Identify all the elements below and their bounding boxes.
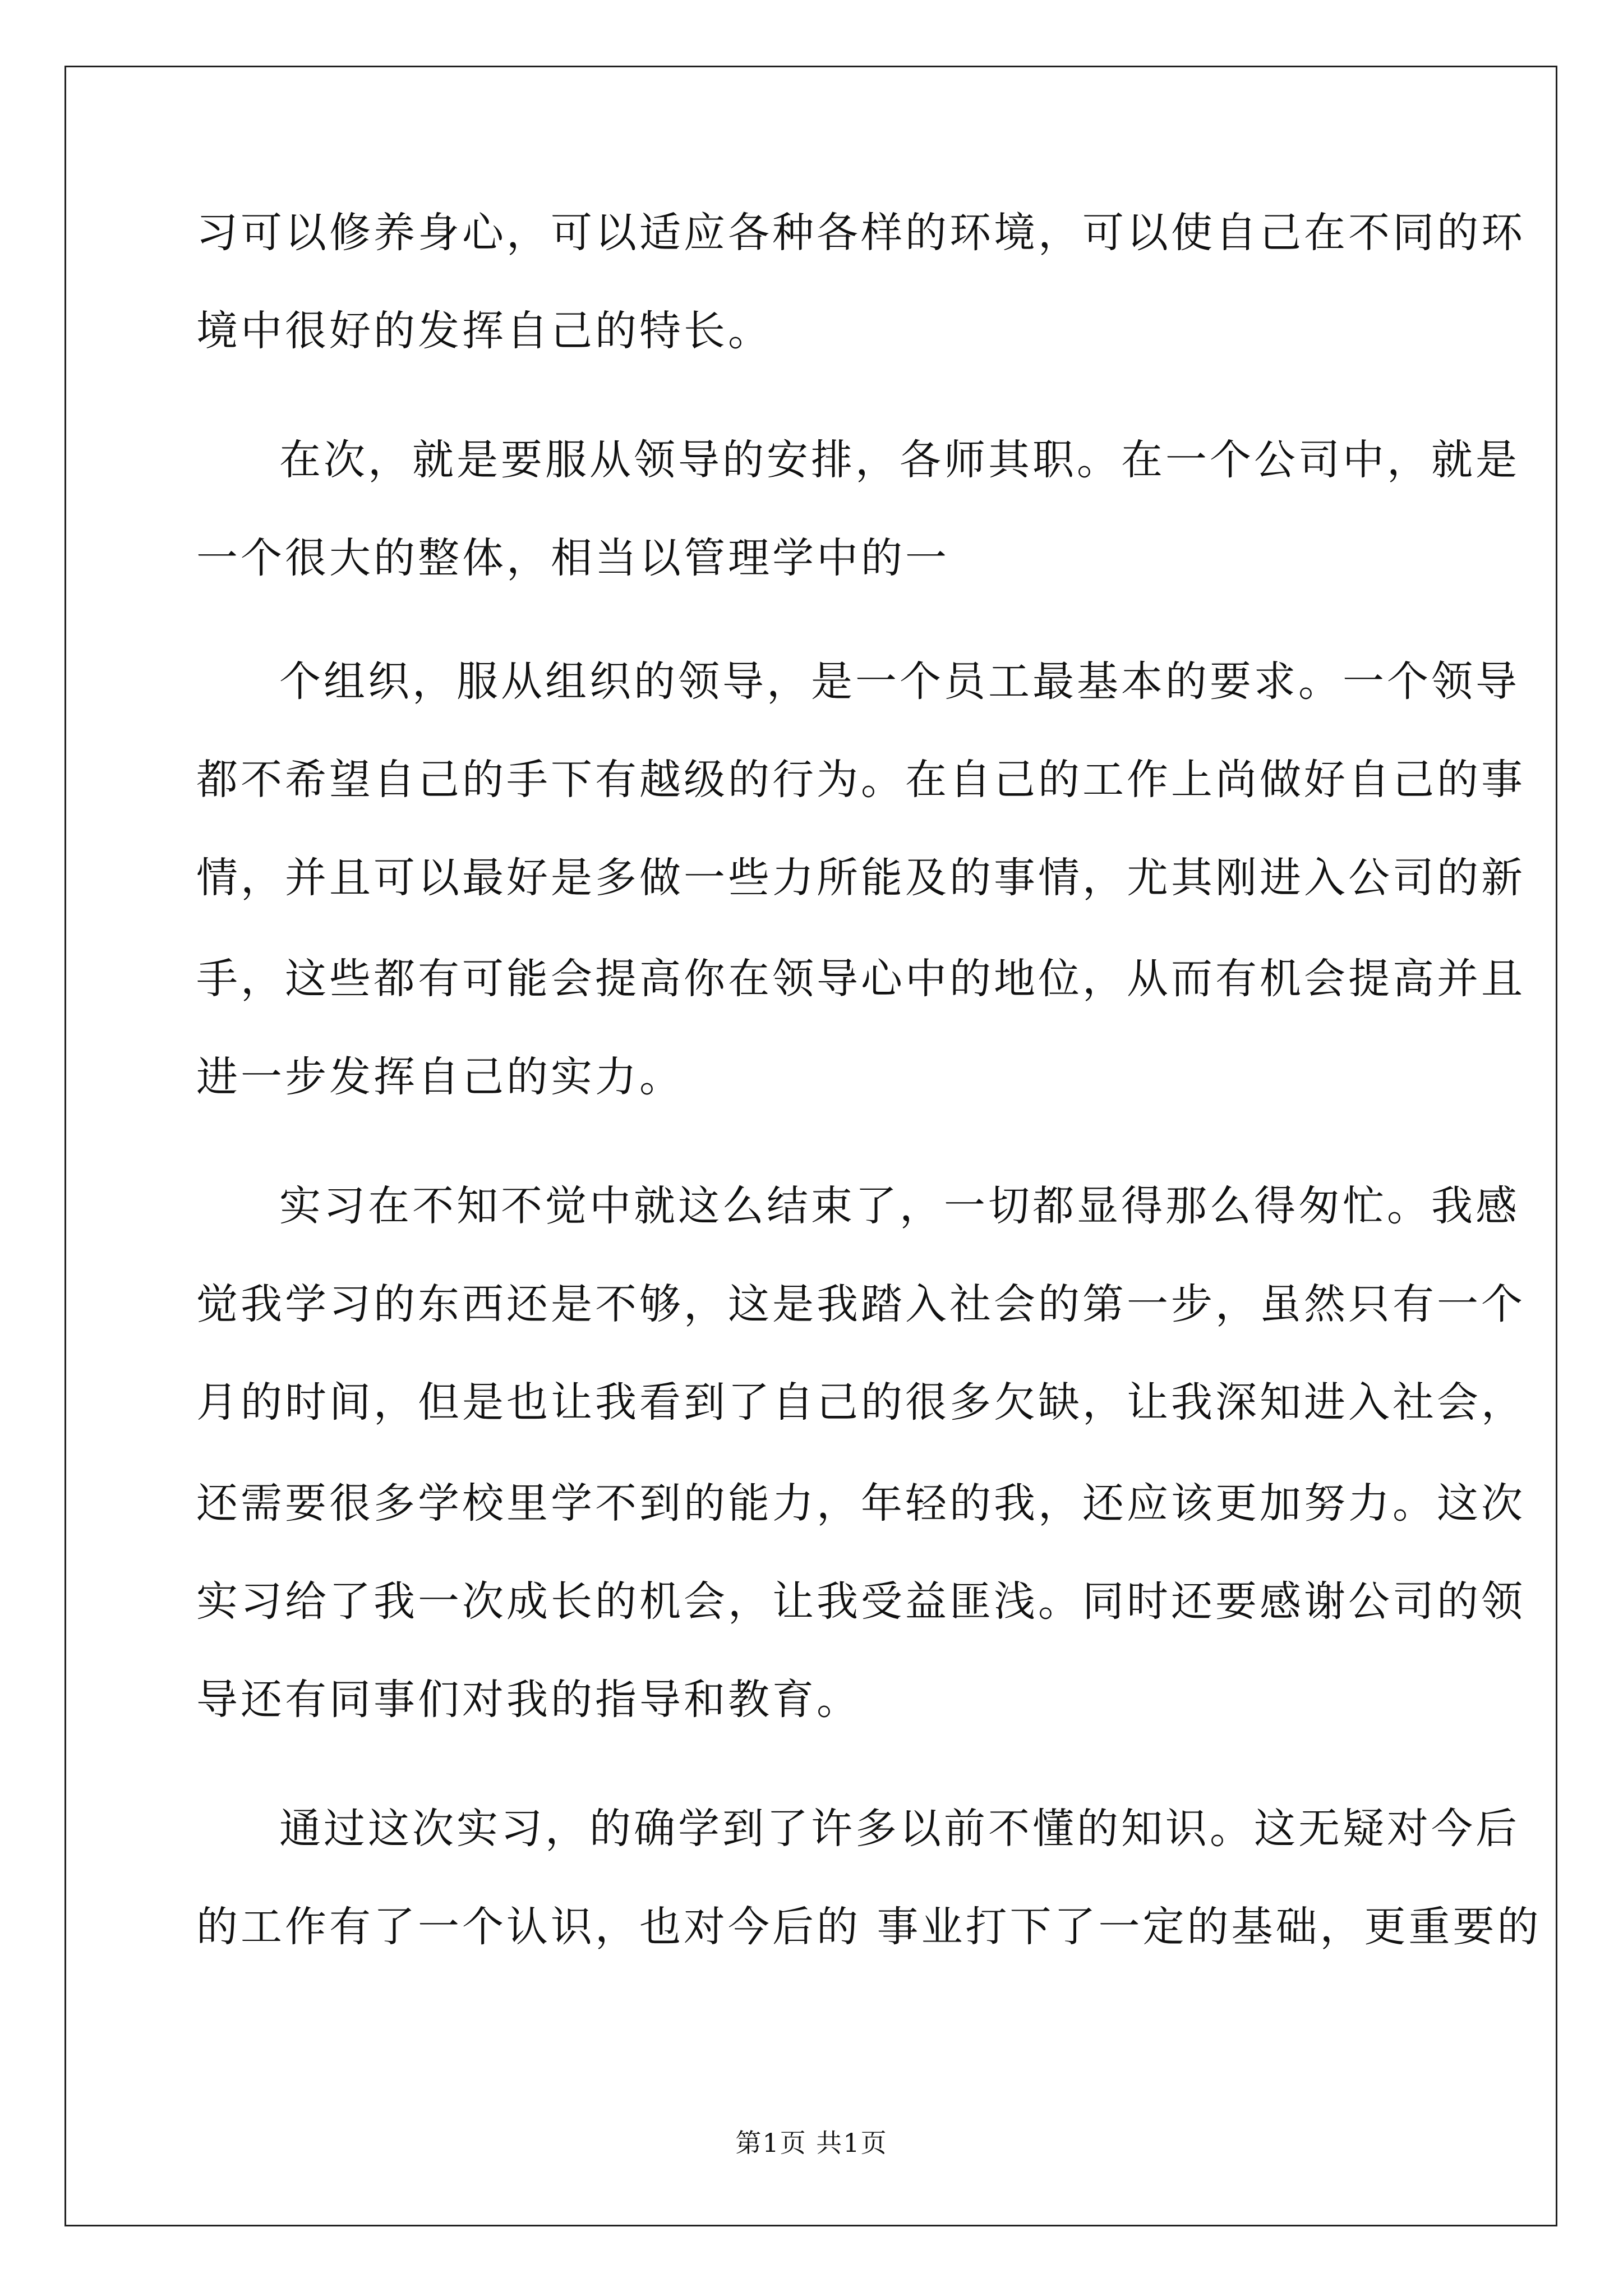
text-line: 手，这些都有可能会提高你在领导心中的地位，从而有机会提高并且 <box>196 955 1525 1003</box>
text-line: 进一步发挥自己的实力。 <box>196 1053 684 1101</box>
text-line: 实习给了我一次成长的机会，让我受益匪浅。同时还要感谢公司的领 <box>196 1577 1525 1626</box>
text-line: 觉我学习的东西还是不够，这是我踏入社会的第一步，虽然只有一个 <box>196 1280 1525 1328</box>
text-line: 在次，就是要服从领导的安排，各师其职。在一个公司中，就是 <box>279 436 1520 484</box>
text-line: 习可以修养身心，可以适应各种各样的环境，可以使自己在不同的环 <box>196 209 1525 257</box>
text-line: 实习在不知不觉中就这么结束了，一切都显得那么得匆忙。我感 <box>279 1182 1520 1230</box>
text-line: 都不希望自己的手下有越级的行为。在自己的工作上尚做好自己的事 <box>196 756 1525 804</box>
text-line: 个组织，服从组织的领导，是一个员工最基本的要求。一个领导 <box>279 657 1520 706</box>
text-line: 情，并且可以最好是多做一些力所能及的事情，尤其刚进入公司的新 <box>196 854 1525 902</box>
text-line: 导还有同事们对我的指导和教育。 <box>196 1676 861 1724</box>
text-line: 月的时间，但是也让我看到了自己的很多欠缺，让我深知进入社会， <box>196 1378 1525 1427</box>
page-number: 第1页 共1页 <box>735 2128 888 2158</box>
text-line: 境中很好的发挥自己的特长。 <box>196 307 772 355</box>
text-line: 一个很大的整体，相当以管理学中的一 <box>196 534 949 582</box>
text-line: 通过这次实习，的确学到了许多以前不懂的知识。这无疑对今后 <box>279 1805 1520 1853</box>
text-line: 的工作有了一个认识，也对今后的 事业打下了一定的基础，更重要的 <box>196 1903 1542 1951</box>
text-line: 还需要很多学校里学不到的能力，年轻的我，还应该更加努力。这次 <box>196 1479 1525 1527</box>
